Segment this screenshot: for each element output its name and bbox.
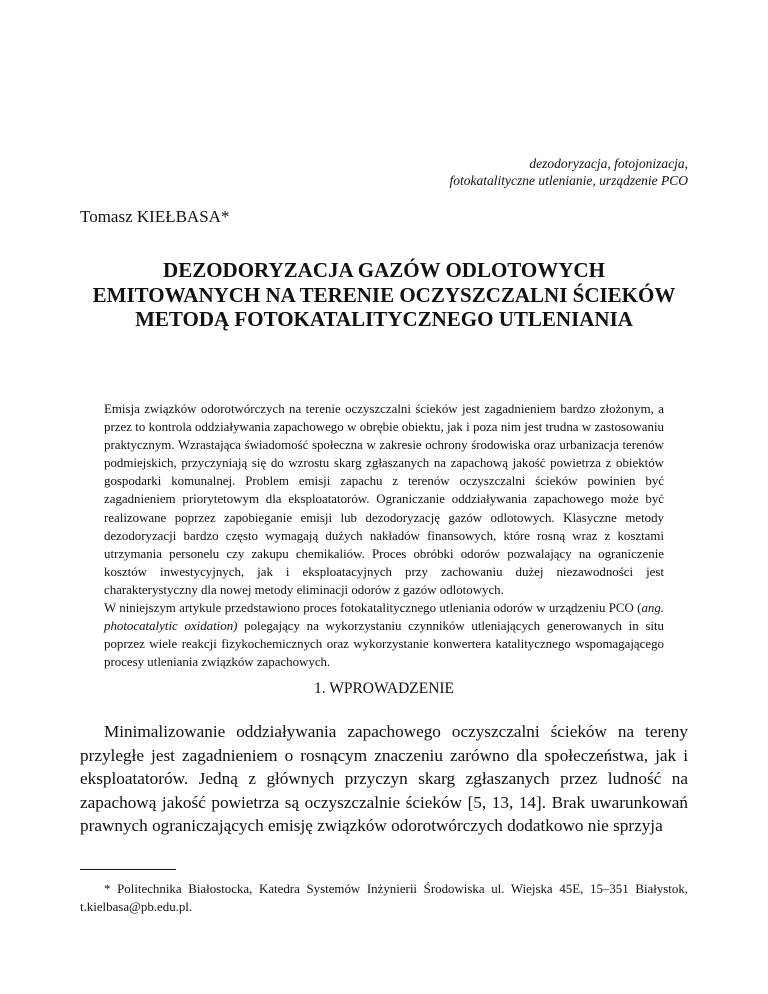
intro-paragraph-text: Minimalizowanie oddziaływania zapachowego oczyszczalni ścieków na tereny przyległe jest zagadnieniem o rosnącym znaczeniu zarówno dla społeczeństwa, jak i eksploatatorów. Jedną z głównych przyczyn skarg zgłaszanych przez ludność na zapachową jakość powietrza są oczyszczalnie ścieków [5, 13, 14]. Brak uwarunkowań prawnych ograniczających emisję związków odorotwórczych dodatkowo nie sprzyja [80,722,688,835]
abstract-paragraph-2-end: polegający na wykorzystaniu czynników utleniających generowanych in situ poprzez wiele reakcji fizykochemicznych oraz wykorzystanie konwertera katalitycznego wspomagającego procesy utleniania związków zapachowych. [104,619,665,670]
footnote-rule [80,869,176,870]
title-line-2: EMITOWANYCH NA TERENIE OCZYSZCZALNI ŚCIEKÓW [92,282,676,307]
abstract [104,400,664,671]
abstract-paragraph-1: Emisja związków odorotwórczych na terenie oczyszczalni ścieków jest zagadnieniem bardzo złożonym, a przez to kontrola oddziaływania zapachowego w obrębie obiektu, jak i poza nim jest trudna w zastosowaniu praktycznym. Wzrastająca świadomość społeczna w zakresie ochrony środowiska oraz urbanizacja terenów podmiejskich, przyczyniają się do wzrostu skarg zgłaszanych na zapachową jakość powietrza z obiektów gospodarki komunalnej. Problem emisji zapachu z terenów oczyszczalni ścieków powinien być zagadnieniem priorytetowym dla eksploatatorów. Ograniczanie oddziaływania zapachowego może być realizowane poprzez zapobieganie emisji lub dezodoryzację gazów odlotowych. Klasyczne metody dezodoryzacji bardzo często wymagają dużych nakładów finansowych, które rosną wraz z kosztami utrzymania personelu czy zakupu chemikaliów. Proces obróbki odorów pozwalający na ograniczenie kosztów inwestycyjnych, jak i eksploatacyjnych przy zachowaniu dużej niezawodności jest charakterystyczny dla nowej metody eliminacji odorów z gazów odlotowych. [104,402,664,597]
keywords-line-2: fotokatalityczne utlenianie, urządzenie PCO [449,173,688,188]
paper-title [80,258,688,332]
title-line-1: DEZODORYZACJA GAZÓW ODLOTOWYCH [163,258,605,282]
abstract-paragraph-2-start: W niniejszym artykule przedstawiono proces fotokatalitycznego utleniania odorów w urządzeniu PCO ( [104,601,642,616]
keywords [288,155,688,189]
footnote: * Politechnika Białostocka, Katedra Systemów Inżynierii Środowiska ul. Wiejska 45E, 15–351 Białystok, t.kielbasa@pb.edu.pl. [80,882,688,914]
intro-paragraph [80,720,688,838]
author-name: Tomasz KIEŁBASA* [80,207,230,226]
abstract-paragraph-2-italic: ang. photocatalytic oxidation) [104,601,664,634]
keywords-line-1: dezodoryzacja, fotojonizacja, [529,156,688,171]
section-heading: 1. WPROWADZENIE [313,680,455,697]
abstract-paragraph-2 [104,599,664,671]
title-line-3: METODĄ FOTOKATALITYCZNEGO UTLENIANIA [135,307,633,331]
